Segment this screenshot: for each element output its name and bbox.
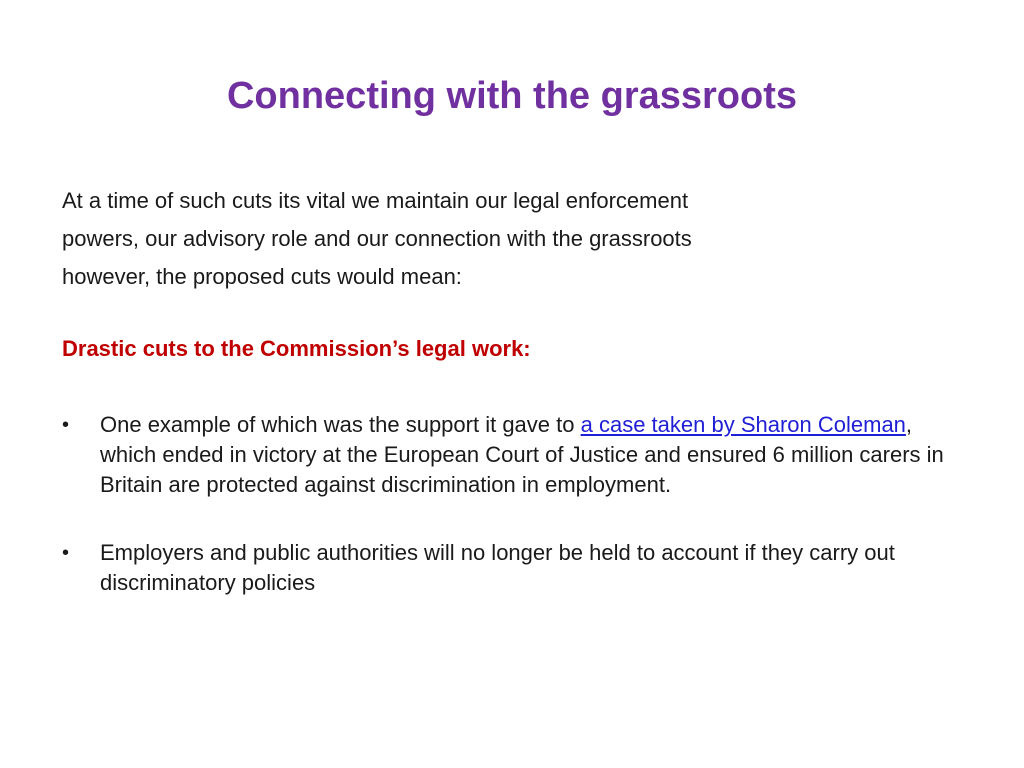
bullet-marker: • [62, 542, 70, 564]
intro-line: powers, our advisory role and our connection with the grassroots [62, 226, 692, 251]
slide-title: Connecting with the grassroots [226, 75, 798, 117]
intro-paragraph [62, 182, 862, 296]
bullet-text: Employers and public authorities will no longer be held to account if they carry out discriminatory policies [100, 540, 895, 595]
bullet-text-after-link: , which ended in victory at the European Court of Justice and ensured 6 million carers in Britain are protected against discrimination in employment. [100, 412, 944, 497]
section-subheading: Drastic cuts to the Commission’s legal work: [62, 336, 531, 361]
bullet-text-before-link: One example of which was the support it gave to [100, 412, 581, 437]
bullet-list [62, 410, 962, 636]
sharon-coleman-case-link[interactable]: a case taken by Sharon Coleman [580, 412, 906, 437]
intro-line: At a time of such cuts its vital we maintain our legal enforcement [62, 188, 689, 213]
intro-line: however, the proposed cuts would mean: [62, 264, 462, 289]
bullet-item [62, 410, 962, 500]
bullet-item [62, 538, 962, 598]
bullet-marker: • [62, 414, 70, 436]
